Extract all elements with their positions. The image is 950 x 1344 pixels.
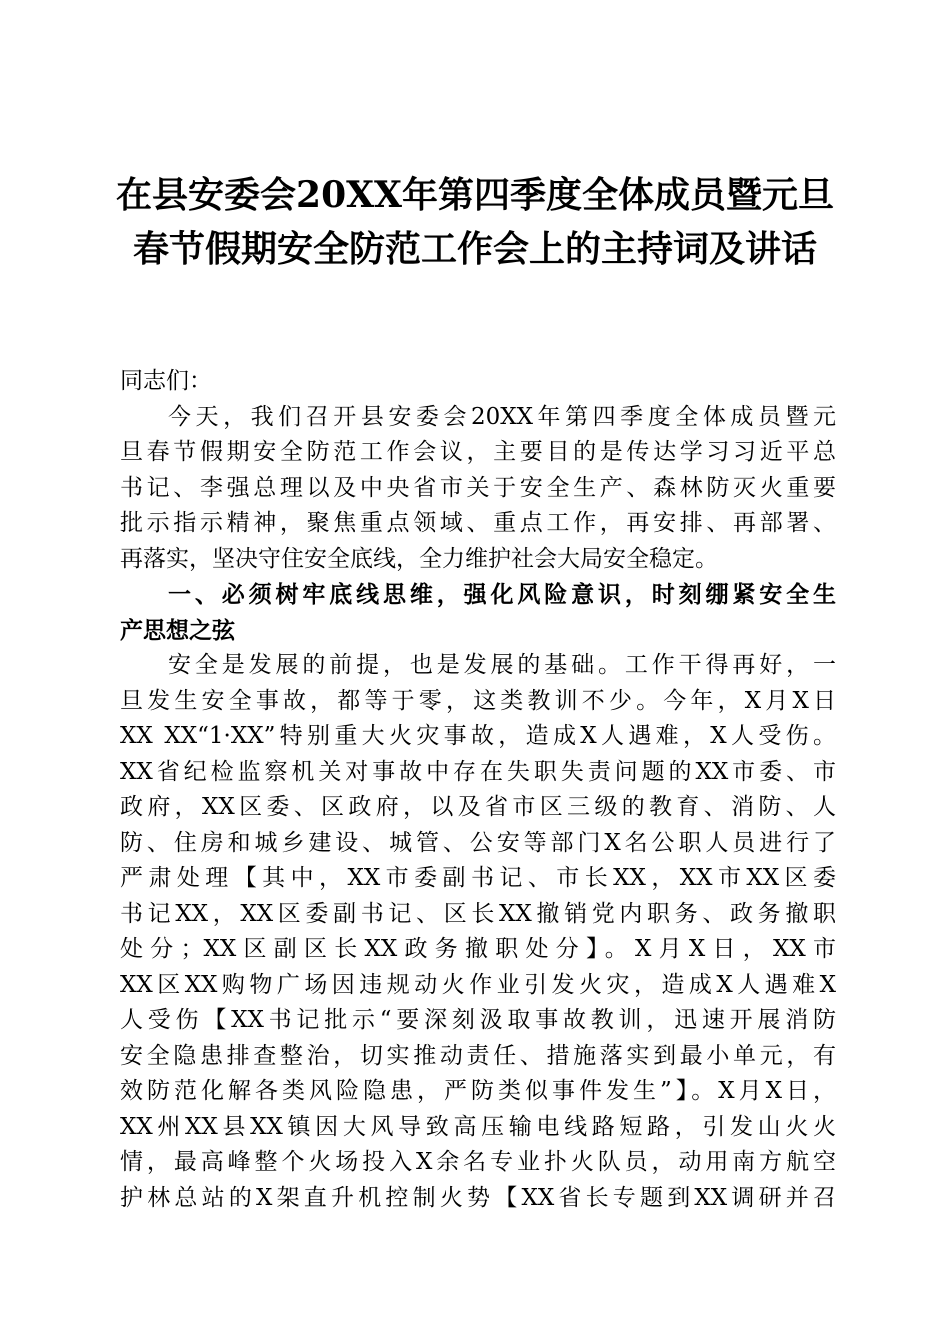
salutation xyxy=(120,364,836,400)
paragraph-line: 防、住房和城乡建设、城管、公安等部门X名公职人员进行了 xyxy=(120,829,836,856)
title-line: 春节假期安全防范工作会上的主持词及讲话 xyxy=(132,228,817,270)
salutation-text: 同志们： xyxy=(120,368,212,394)
heading-line: 一、必须树牢底线思维，强化风险意识，时刻绷紧安全生 xyxy=(168,581,836,608)
paragraph-line: 政府，XX区委、区政府，以及省市区三级的教育、消防、人 xyxy=(120,794,836,820)
paragraph-line: 安全隐患排查整治，切实推动责任、措施落实到最小单元，有 xyxy=(120,1042,836,1069)
section-heading xyxy=(120,577,836,648)
paragraph-line: 批示指示精神，聚焦重点领域、重点工作，再安排、再部署、 xyxy=(120,510,836,536)
paragraph-line: 人受伤【XX书记批示“要深刻汲取事故教训，迅速开展消防 xyxy=(120,1007,836,1033)
paragraph-line: 再落实，坚决守住安全底线，全力维护社会大局安全稳定。 xyxy=(120,545,718,572)
body-paragraph xyxy=(120,648,836,1216)
paragraph-line: 效防范化解各类风险隐患，严防类似事件发生”】。X月X日， xyxy=(120,1078,836,1104)
title-line: 在县安委会20XX年第四季度全体成员暨元旦 xyxy=(116,174,834,216)
paragraph-line: 书记XX，XX区委副书记、区长XX撤销党内职务、政务撤职 xyxy=(120,900,836,927)
paragraph-line: 书记、李强总理以及中央省市关于安全生产、森林防灭火重要 xyxy=(120,474,836,501)
document-body xyxy=(120,364,836,1216)
paragraph-line: XX区XX购物广场因违规动火作业引发火灾，造成X人遇难X xyxy=(120,971,836,998)
paragraph-line: 今天，我们召开县安委会20XX年第四季度全体成员暨元 xyxy=(168,403,836,430)
document-title xyxy=(100,168,850,276)
paragraph-line: 严肃处理【其中，XX市委副书记、市长XX，XX市XX区委 xyxy=(120,865,836,891)
paragraph-line: 安全是发展的前提，也是发展的基础。工作干得再好，一 xyxy=(168,652,836,678)
paragraph-line: 处分；XX区副区长XX政务撤职处分】。X月X日，XX市 xyxy=(120,936,836,962)
paragraph-line: XX州XX县XX镇因大风导致高压输电线路短路，引发山火火 xyxy=(120,1113,836,1140)
paragraph-line: 护林总站的X架直升机控制火势【XX省长专题到XX调研并召 xyxy=(120,1184,836,1211)
paragraph-line: 旦春节假期安全防范工作会议，主要目的是传达学习习近平总 xyxy=(120,439,836,465)
paragraph-line: 旦发生安全事故，都等于零，这类教训不少。今年，X月X日 xyxy=(120,687,836,714)
intro-paragraph xyxy=(120,400,836,578)
paragraph-line: XX省纪检监察机关对事故中存在失职失责问题的XX市委、市 xyxy=(120,758,836,785)
paragraph-line: 情，最高峰整个火场投入X余名专业扑火队员，动用南方航空 xyxy=(120,1149,836,1175)
paragraph-line: XX XX“1·XX”特别重大火灾事故，造成X人遇难，X人受伤。 xyxy=(120,723,836,749)
heading-line: 产思想之弦 xyxy=(120,616,235,644)
